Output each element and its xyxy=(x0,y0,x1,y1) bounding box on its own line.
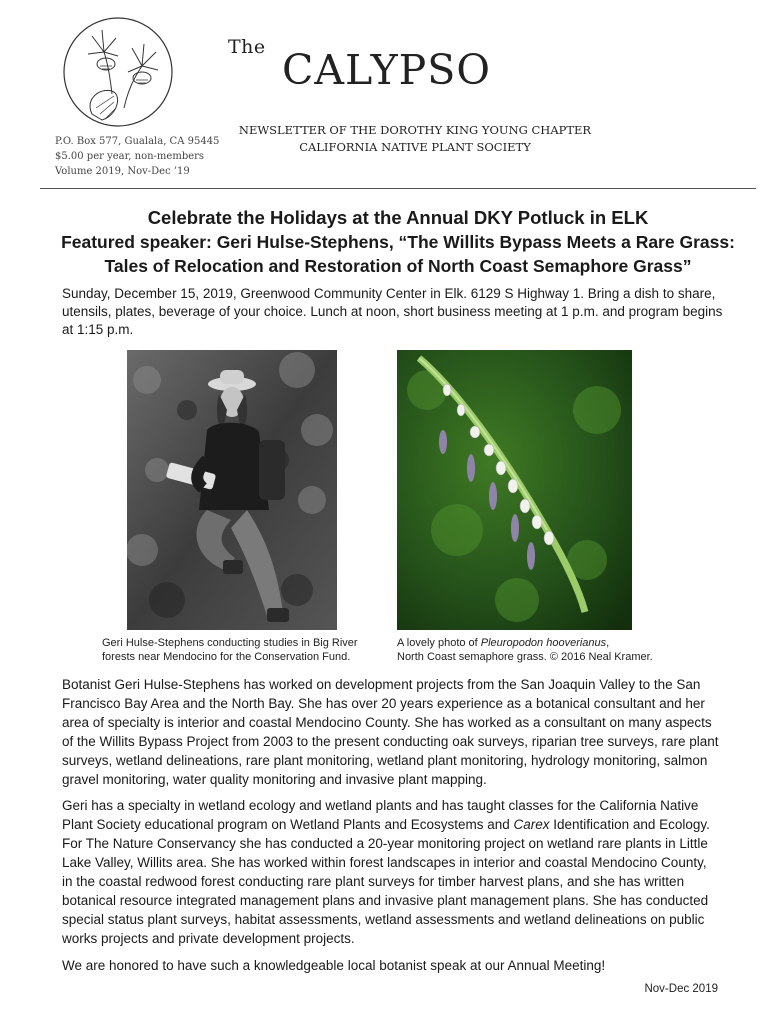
bio-p2-part-b: Identification and Ecology. For The Nature Conservancy she has conducted a 20-year monitoring project on wetland rare plants in Little Lake Valley, Willits area. She has worked within forest landscapes in interior and coastal Mendocino County, in the coastal redwood forest conducting rare plant surveys for timber harvest plans, and she has written botanical resource integrated management plans and invasive plant management plans. She has conducted special status plant surveys, habitat assessments, wetland assessments and wetland delineations on public works projects and private development projects. xyxy=(62,817,710,946)
caption-right-prefix: A lovely photo of xyxy=(397,637,481,649)
event-headline xyxy=(40,205,756,278)
subscription-price: $5.00 per year, non-members xyxy=(55,151,205,162)
title-article: The xyxy=(228,36,266,58)
caption-left-line-1: Geri Hulse-Stephens conducting studies in Big River xyxy=(102,637,358,649)
newsletter-title: CALYPSO xyxy=(282,46,491,94)
headline-line-1: Celebrate the Holidays at the Annual DKY Potluck in ELK xyxy=(147,207,649,228)
event-details: Sunday, December 15, 2019, Greenwood Community Center in Elk. 6129 S Highway 1. Bring a dish to share, utensils, plates, beverage of your choice. Lunch at noon, short business meeting at 1 p.m. and program begins at 1:15 p.m. xyxy=(62,286,723,337)
caption-left-line-2: forests near Mendocino for the Conservation Fund. xyxy=(102,651,351,663)
speaker-photo-caption xyxy=(102,636,382,664)
headline-line-3: Tales of Relocation and Restoration of North Coast Semaphore Grass” xyxy=(104,256,692,276)
closing-paragraph: We are honored to have such a knowledgeable local botanist speak at our Annual Meeting! xyxy=(62,958,606,973)
semaphore-grass-photo xyxy=(397,350,632,630)
org-line-2: CALIFORNIA NATIVE PLANT SOCIETY xyxy=(299,140,531,154)
bio-paragraph-1: Botanist Geri Hulse-Stephens has worked on development projects from the San Joaquin Valley to the San Francisco Bay Area and the North Bay. She has over 20 years experience as a botanical consultant and her area of specialty is interior and coastal Mendocino County. She has worked as a consultant on many aspects of the Willits Bypass Project from 2003 to the present conducting oak surveys, riparian tree surveys, rare plant surveys, wetland delineations, rare plant monitoring, wetland plant monitoring, hydrology monitoring, salmon gravel monitoring, water quality monitoring and invasive plant mapping. xyxy=(62,677,719,787)
page-footer: Nov-Dec 2019 xyxy=(644,983,718,995)
bio-p2-part-a: Geri has a specialty in wetland ecology and wetland plants and has taught classes for the California Native Plant Society educational program on Wetland Plants and Ecosystems and xyxy=(62,798,699,832)
address: P.O. Box 577, Gualala, CA 95445 xyxy=(55,136,220,147)
grass-photo-caption xyxy=(397,636,697,664)
caption-right-line-2: North Coast semaphore grass. © 2016 Neal Kramer. xyxy=(397,651,653,663)
org-line-1: NEWSLETTER OF THE DOROTHY KING YOUNG CHAPTER xyxy=(238,123,592,137)
caption-right-suffix: , xyxy=(606,637,610,649)
speaker-photo xyxy=(127,350,337,630)
carex-term: Carex xyxy=(513,817,550,832)
species-name: Pleuropodon hooverianus xyxy=(480,637,607,649)
caption-right-line-1 xyxy=(397,636,697,650)
headline-line-2: Featured speaker: Geri Hulse-Stephens, “The Willits Bypass Meets a Rare Grass: xyxy=(61,232,735,252)
calypso-orchid-logo xyxy=(62,16,174,128)
bio-paragraph-2 xyxy=(62,796,720,948)
volume-issue: Volume 2019, Nov-Dec ’19 xyxy=(55,166,190,177)
header-divider xyxy=(40,188,756,189)
masthead-info xyxy=(55,134,219,179)
organization-block xyxy=(225,122,605,156)
